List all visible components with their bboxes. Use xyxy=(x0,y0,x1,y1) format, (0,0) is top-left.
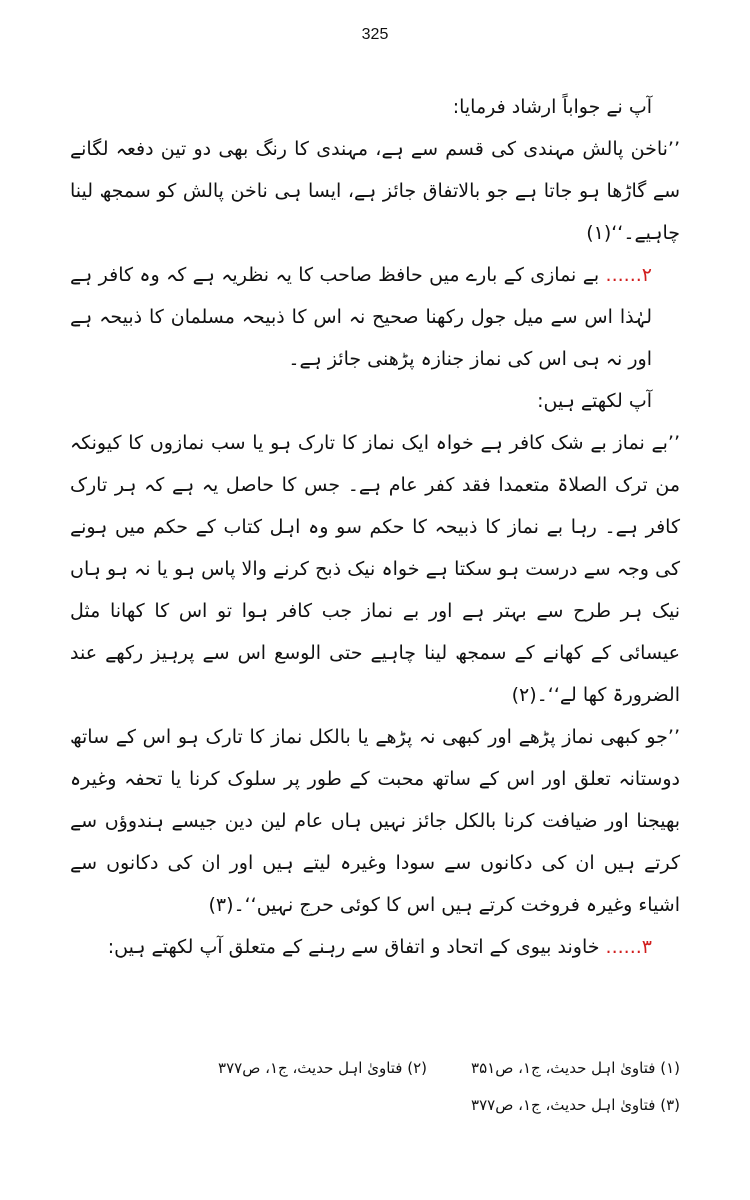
footnote-row-1 xyxy=(70,1050,680,1087)
paragraph-point-2 xyxy=(70,254,680,380)
footnotes xyxy=(70,1050,680,1124)
quote-prayer-ruling: ’’بے نماز بے شک کافر ہے خواہ ایک نماز کا تارک ہو یا سب نمازوں کا کیونکہ من ترک الصلاۃ متعمدا فقد کفر عام ہے۔ جس کا حاصل یہ ہے کہ ہر تارک کافر ہے۔ رہا بے نماز کا ذبیحہ کا حکم سو وہ اہل کتاب کے حکم میں ہونے کی وجہ سے درست ہو سکتا ہے خواہ نیک ذبح کرنے والا پاس ہو یا نہ ہو ہاں نیک ہر طرح سے بہتر ہے اور بے نماز جب کافر ہوا تو اس کا کھانا مثل عیسائی کے کھانے کے سمجھ لینا چاہیے حتی الوسع اس سے پرہیز رکھے عند الضرورۃ کھا لے‘‘۔(۲) xyxy=(70,432,680,706)
quote-relations: ’’جو کبھی نماز پڑھے اور کبھی نہ پڑھے یا بالکل نماز کا تارک ہو اس کے ساتھ دوستانہ تعلق اور اس کے ساتھ محبت کے طور پر سلوک کرنا یا تحفہ وغیرہ بھیجنا اور ضیافت کرنا بالکل جائز نہیں ہاں عام لین دین جیسے ہندوؤں سے کرتے ہیں ان کی دکانوں سے سودا وغیرہ لیتے ہیں اور ان کی دکانوں سے اشیاء وغیرہ فروخت کرتے ہیں اس کا کوئی حرج نہیں‘‘۔(۳) xyxy=(70,726,680,916)
point-2-text: بے نمازی کے بارے میں حافظ صاحب کا یہ نظریہ ہے کہ وہ کافر ہے لہٰذا اس سے میل جول رکھنا صحیح نہ اس کا ذبیحہ مسلمان کا ذبیحہ ہے اور نہ ہی اس کی نماز جنازہ پڑھنی جائز ہے۔ xyxy=(70,264,652,370)
footnote-2: (۲) فتاویٰ اہل حدیث، ج۱، ص۳۷۷ xyxy=(218,1059,428,1077)
paragraph-intro-2: آپ لکھتے ہیں: xyxy=(537,390,652,412)
point-3-text: خاوند بیوی کے اتحاد و اتفاق سے رہنے کے متعلق آپ لکھتے ہیں: xyxy=(107,936,600,958)
footnote-1: (۱) فتاویٰ اہل حدیث، ج۱، ص۳۵۱ xyxy=(471,1059,680,1077)
paragraph-intro-1: آپ نے جواباً ارشاد فرمایا: xyxy=(452,96,652,118)
quote-nail-polish: ’’ناخن پالش مہندی کی قسم سے ہے، مہندی کا رنگ بھی دو تین دفعہ لگانے سے گاڑھا ہو جاتا ہے جو بالاتفاق جائز ہے، ایسا ہی ناخن پالش کو سمجھ لینا چاہیے۔‘‘(۱) xyxy=(70,138,680,244)
body-text xyxy=(70,86,680,968)
paragraph-point-3 xyxy=(70,926,680,968)
point-number-3: ۳...... xyxy=(605,936,652,958)
page-number: 325 xyxy=(361,26,389,43)
footnote-row-2 xyxy=(70,1087,680,1124)
point-number-2: ۲...... xyxy=(605,264,652,286)
footnote-3: (۳) فتاویٰ اہل حدیث، ج۱، ص۳۷۷ xyxy=(471,1096,680,1114)
